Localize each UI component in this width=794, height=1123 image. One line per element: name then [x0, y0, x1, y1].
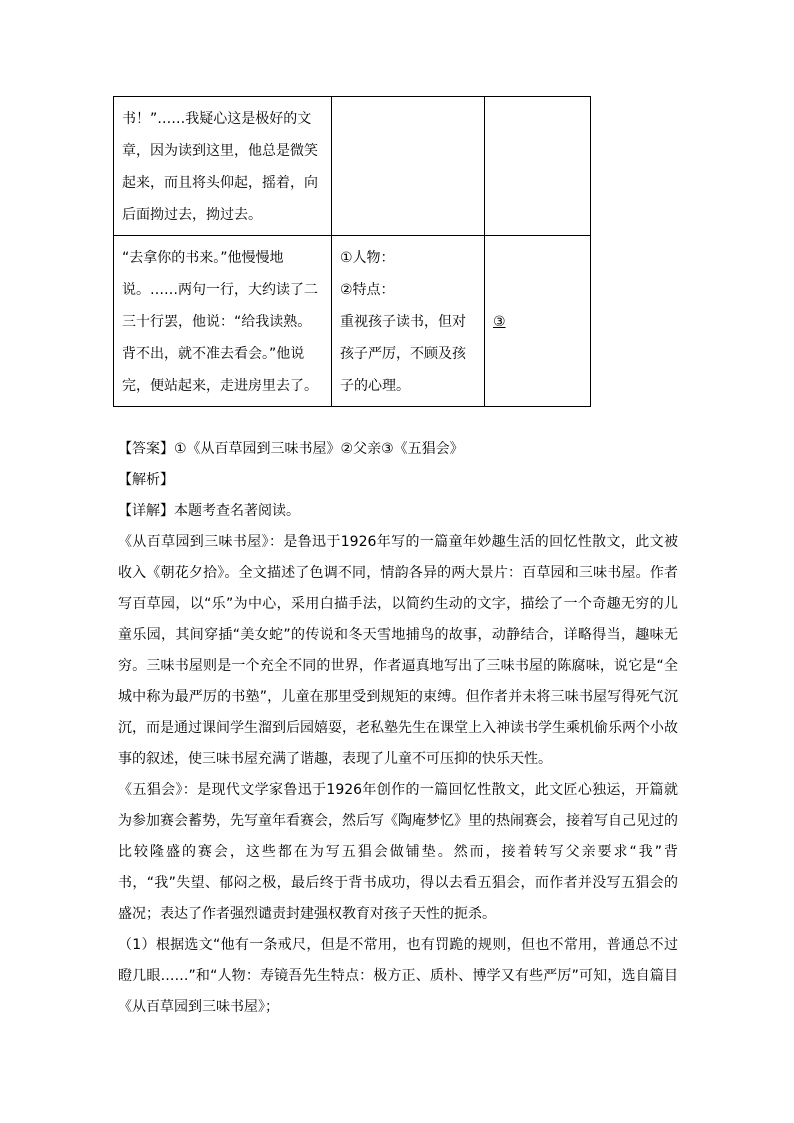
paragraph-question-1: （1）根据选文“他有一条戒尺，但是不常用，也有罚跪的规则，但也不常用，普通总不过瞪几眼……”和“人物：寿镜吾先生特点：极方正、质朴、博学又有些严厉”可知，选自篇目《从百草园到三味书屋》；	[118, 937, 678, 1015]
question-table	[113, 96, 591, 407]
answer-text: ①《从百草园到三味书屋》②父亲③《五猖会》	[174, 441, 464, 457]
detail-label: 【详解】	[118, 503, 174, 519]
table-row	[114, 97, 591, 236]
detail-line	[118, 496, 678, 527]
quote-text: “去拿你的书来。”他慢慢地说。……两句一行，大约读了二三十行罢，他说：“给我读熟。背不出，就不准去看会。”他说完，便站起来，走进房里去了。	[122, 250, 318, 394]
quote-text: 书！”……我疑心这是极好的文章，因为读到这里，他总是微笑起来，而且将头仰起，摇着，向后面拗过去，拗过去。	[122, 111, 318, 223]
trait-label: ②特点：	[340, 282, 395, 298]
answer-line	[118, 434, 678, 465]
trait-text: 重视孩子读书，但对孩子严厉，不顾及孩子的心理。	[340, 314, 466, 394]
solution-body	[118, 434, 678, 1023]
paragraph-baicaoyuan: 《从百草园到三味书屋》：是鲁迅于1926年写的一篇童年妙趣生活的回忆性散文，此文被收入《朝花夕拾》。全文描述了色调不同，情韵各异的两大景片：百草园和三味书屋。作者写百草园，以“乐”为中心，采用白描手法，以简约生动的文字，描绘了一个奇趣无穷的儿童乐园，其间穿插“美女蛇”的传说和冬天雪地捕鸟的故事，动静结合，详略得当，趣味无穷。三味书屋则是一个充全不同的世界，作者逼真地写出了三味书屋的陈腐味，说它是“全城中称为最严厉的书塾”，儿童在那里受到规矩的束缚。但作者并未将三味书屋写得死气沉沉，而是通过课间学生溜到后园嬉耍，老私塾先生在课堂上入神读书学生乘机偷乐两个小故事的叙述，使三味书屋充满了谐趣，表现了儿童不可压抑的快乐天性。	[118, 534, 678, 767]
analysis-line	[118, 465, 678, 496]
character-cell	[332, 236, 485, 407]
analysis-label: 【解析】	[118, 472, 174, 488]
detail-text: 本题考查名著阅读。	[174, 503, 300, 519]
source-cell	[485, 236, 591, 407]
paragraph-wuchanghui: 《五猖会》：是现代文学家鲁迅于1926年创作的一篇回忆性散文，此文匠心独运，开篇就为参加赛会蓄势，先写童年看赛会，然后写《陶庵梦忆》里的热闹赛会，接着写自己见过的比较隆盛的赛会，这些都在为写五猖会做铺垫。然而，接着转写父亲要求“我”背书，“我”失望、郁闷之极，最后终于背书成功，得以去看五猖会，而作者并没写五猖会的盛况；表达了作者强烈谴责封建强权教育对孩子天性的扼杀。	[118, 782, 678, 922]
quote-cell	[114, 236, 332, 407]
source-cell	[485, 97, 591, 236]
table-row	[114, 236, 591, 407]
answer-label: 【答案】	[118, 441, 174, 457]
character-label: ①人物：	[340, 250, 395, 266]
source-blank: ③	[493, 314, 506, 330]
character-cell	[332, 97, 485, 236]
quote-cell	[114, 97, 332, 236]
